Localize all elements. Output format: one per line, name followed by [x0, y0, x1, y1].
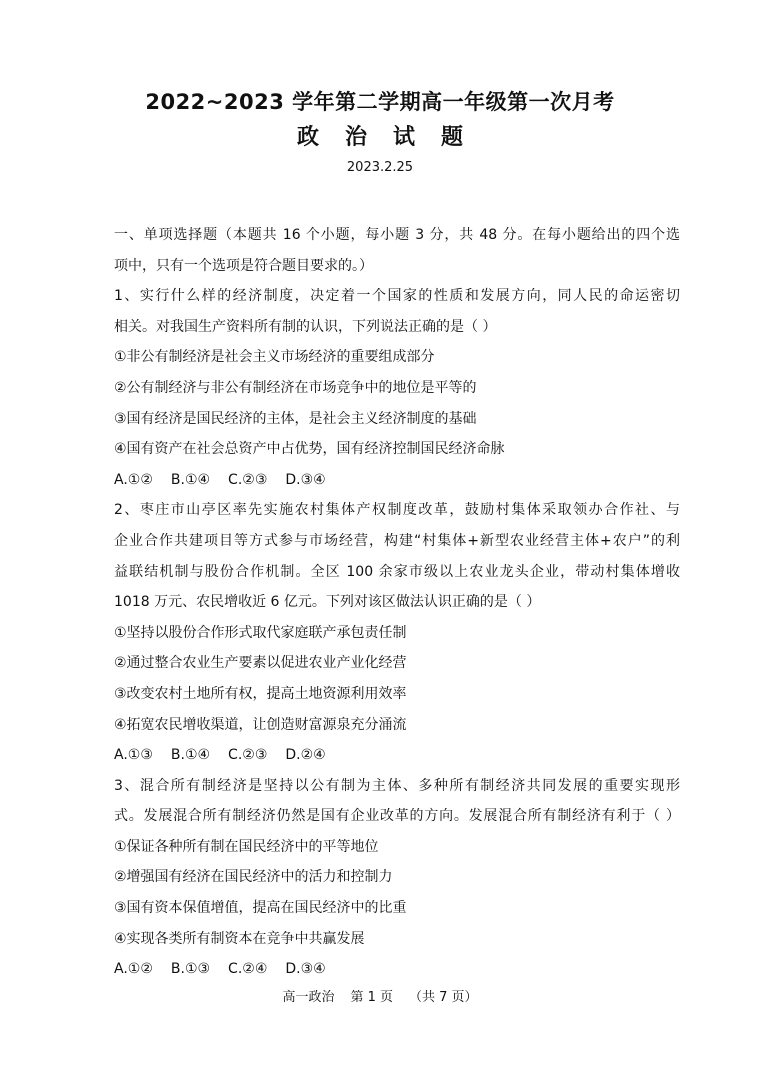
question-item: ②通过整合农业生产要素以促进农业产业化经营 — [114, 655, 407, 672]
answer-option: D.③④ — [285, 471, 326, 488]
question-item: ④拓宽农民增收渠道，让创造财富源泉充分涌流 — [114, 716, 407, 733]
answer-option: C.②④ — [228, 961, 268, 978]
question-stem: 1、实行什么样的经济制度，决定着一个国家的性质和发展方向，同人民的命运密切 — [114, 288, 680, 305]
question-item: ①非公有制经济是社会主义市场经济的重要组成部分 — [114, 349, 435, 366]
question-stem: 1018 万元、农民增收近 6 亿元。下列对该区做法认识正确的是（ ） — [114, 594, 541, 611]
question-item: ③改变农村土地所有权，提高土地资源利用效率 — [114, 685, 407, 702]
footer-subject: 高一政治 — [282, 990, 335, 1005]
subject-title-char: 试 — [393, 125, 416, 150]
answer-option: A.①② — [114, 471, 153, 488]
question-item: ②公有制经济与非公有制经济在市场竞争中的地位是平等的 — [114, 379, 477, 396]
answer-options — [114, 740, 680, 771]
question-stem: 企业合作共建项目等方式参与市场经营，构建“村集体+新型农业经营主体+农户”的利 — [114, 532, 680, 549]
question-item: ④国有资产在社会总资产中占优势，国有经济控制国民经济命脉 — [114, 441, 505, 458]
answer-option: B.①③ — [170, 961, 211, 978]
answer-option: A.①③ — [114, 747, 153, 764]
exam-body — [114, 220, 680, 985]
footer-page-total: （共 7 页） — [409, 990, 478, 1005]
question-stem: 相关。对我国生产资料所有制的认识，下列说法正确的是（ ） — [114, 318, 497, 335]
question-item: ③国有资本保值增值，提高在国民经济中的比重 — [114, 900, 407, 917]
answer-option: A.①② — [114, 961, 153, 978]
answer-option: B.①④ — [170, 747, 211, 764]
question-item: ③国有经济是国民经济的主体，是社会主义经济制度的基础 — [114, 410, 477, 427]
answer-options — [114, 954, 680, 985]
answer-option: C.②③ — [228, 471, 268, 488]
question-item: ②增强国有经济在国民经济中的活力和控制力 — [114, 869, 393, 886]
answer-option: D.③④ — [285, 961, 326, 978]
subject-title-char: 题 — [441, 125, 464, 150]
section-intro: 项中，只有一个选项是符合题目要求的。） — [114, 257, 373, 274]
answer-option: B.①④ — [170, 471, 211, 488]
section-intro: 一、单项选择题（本题共 16 个小题，每小题 3 分，共 48 分。在每小题给出的四个选 — [114, 227, 680, 243]
subject-title-char: 治 — [344, 125, 367, 150]
page-footer — [0, 986, 760, 1005]
subject-title — [0, 120, 760, 151]
question-stem: 益联结机制与股份合作机制。全区 100 余家市级以上农业龙头企业，带动村集体增收 — [114, 563, 680, 580]
footer-page-number: 第 1 页 — [350, 990, 393, 1005]
subject-title-char: 政 — [296, 125, 319, 150]
question-item: ①坚持以股份合作形式取代家庭联产承包责任制 — [114, 624, 407, 641]
question-stem: 式。发展混合所有制经济仍然是国有企业改革的方向。发展混合所有制经济有利于（ ） — [114, 808, 680, 825]
question-stem: 3、混合所有制经济是坚持以公有制为主体、多种所有制经济共同发展的重要实现形 — [114, 777, 680, 794]
answer-options — [114, 465, 680, 496]
answer-option: D.②④ — [285, 747, 326, 764]
exam-title: 2022~2023 学年第二学期高一年级第一次月考 — [145, 90, 615, 114]
question-item: ①保证各种所有制在国民经济中的平等地位 — [114, 838, 379, 855]
question-item: ④实现各类所有制资本在竞争中共赢发展 — [114, 930, 365, 947]
question-stem: 2、枣庄市山亭区率先实施农村集体产权制度改革，鼓励村集体采取领办合作社、与 — [114, 502, 680, 519]
exam-date: 2023.2.25 — [346, 160, 414, 175]
answer-option: C.②③ — [228, 747, 268, 764]
